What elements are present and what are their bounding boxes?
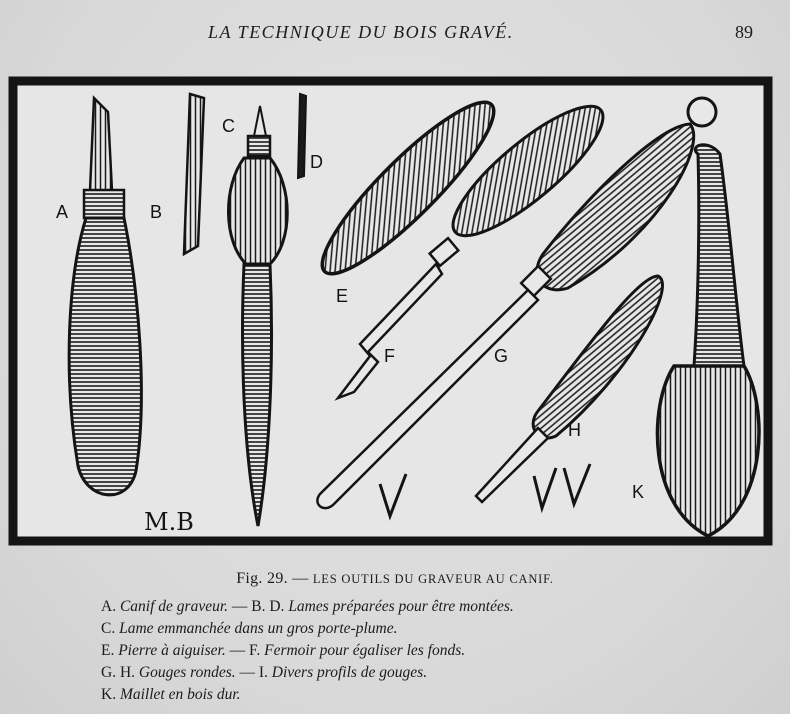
- label-h: H: [568, 420, 581, 440]
- legend-line: G. H. Gouges rondes. — I. Divers profils de gouges.: [101, 664, 428, 681]
- legend-line: E. Pierre à aiguiser. — F. Fermoir pour égaliser les fonds.: [101, 642, 466, 659]
- figure-legend: [101, 596, 741, 706]
- figure-number: Fig. 29. —: [236, 570, 309, 587]
- label-g: G: [494, 346, 509, 366]
- figure-title: LES OUTILS DU GRAVEUR AU CANIF.: [312, 572, 554, 586]
- label-e: E: [336, 286, 349, 306]
- label-f: F: [384, 346, 395, 366]
- legend-line: A. Canif de graveur. — B. D. Lames préparées pour être montées.: [101, 598, 514, 615]
- tool-d-small-blade: [298, 94, 306, 178]
- label-b: B: [150, 202, 163, 222]
- label-k: K: [632, 482, 645, 502]
- running-head: [0, 20, 790, 50]
- legend-line: C. Lame emmanchée dans un gros porte-plume.: [101, 620, 398, 637]
- page-number: 89: [735, 22, 753, 42]
- running-title: LA TECHNIQUE DU BOIS GRAVÉ.: [208, 22, 514, 42]
- label-a: A: [56, 202, 69, 222]
- woodcut-illustration: [8, 76, 774, 546]
- label-d: D: [310, 152, 323, 172]
- label-c: C: [222, 116, 235, 136]
- legend-line: K. Maillet en bois dur.: [101, 686, 241, 703]
- figure-caption: [0, 570, 790, 588]
- artist-signature: M.B: [144, 508, 194, 536]
